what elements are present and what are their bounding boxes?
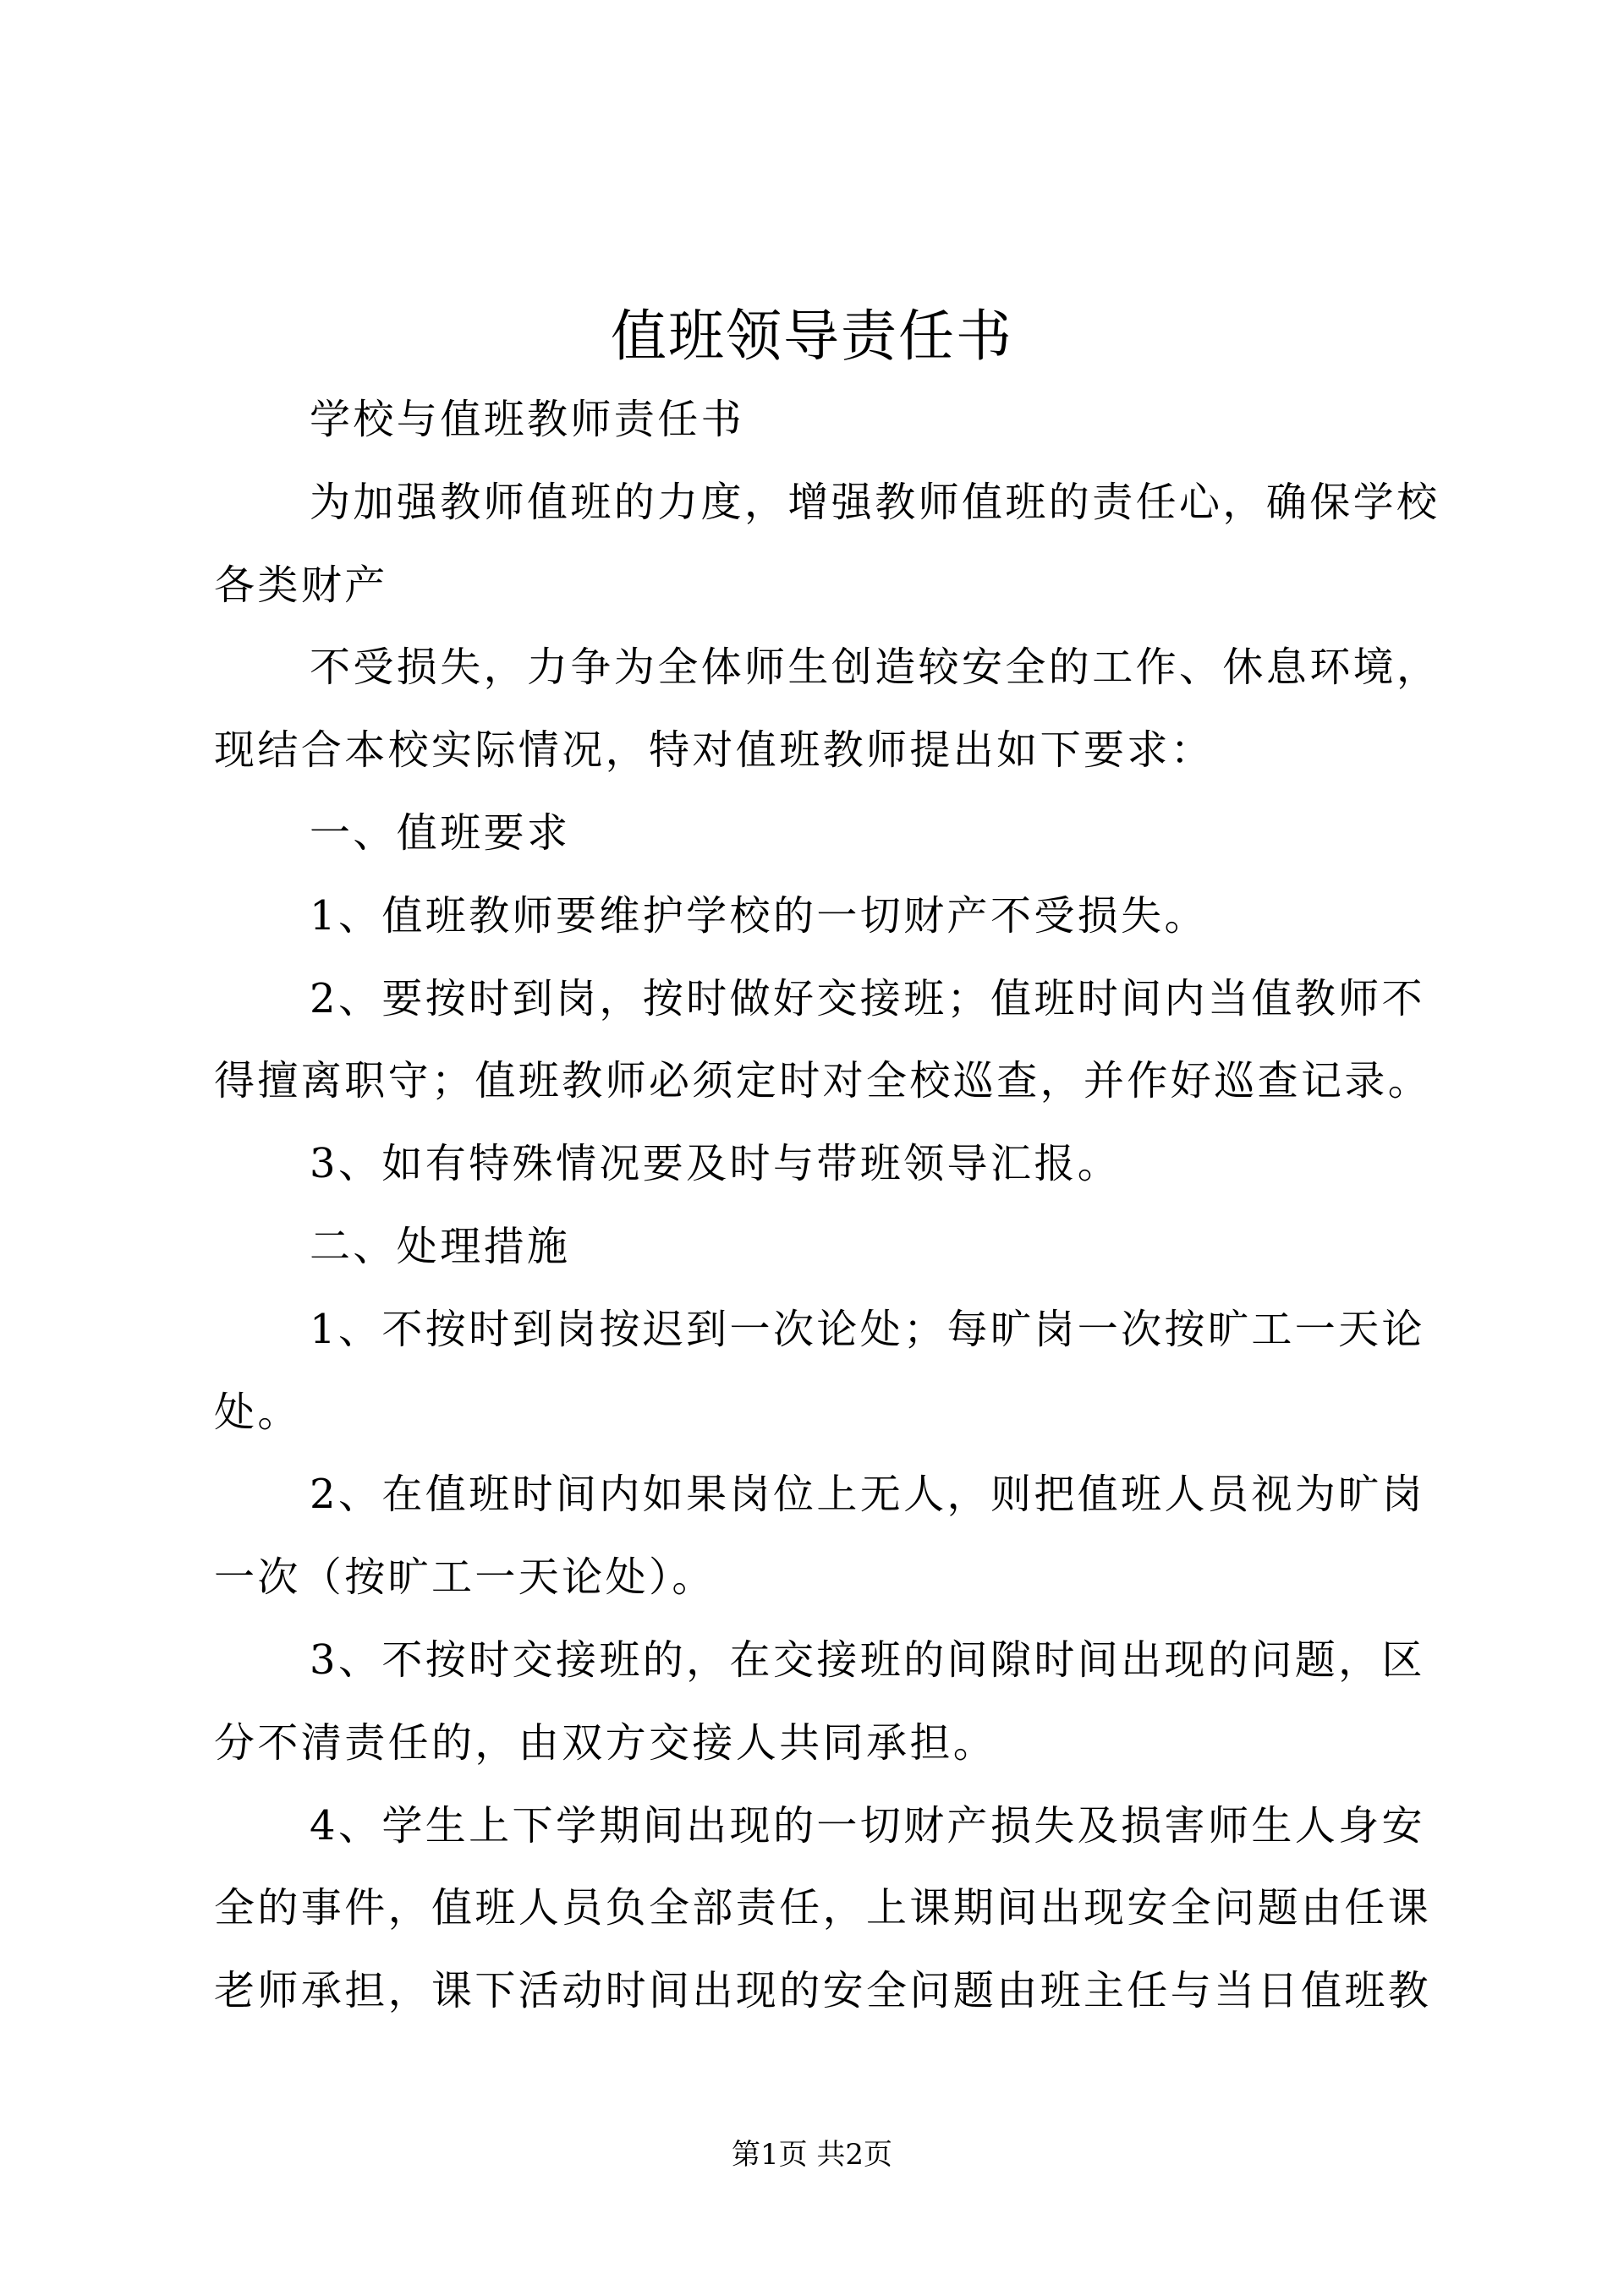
paragraph (214, 1785, 1440, 2033)
text-line: 得擅离职守；值班教师必须定时对全校巡查，并作好巡查记录。 (214, 1057, 1432, 1105)
text-line: 分不清责任的，由双方交接人共同承担。 (214, 1718, 997, 1767)
paragraph (214, 379, 1440, 462)
paragraph (214, 1206, 1440, 1289)
document-title: 值班领导责任书 (611, 304, 1013, 369)
text-line: 为加强教师值班的力度，增强教师值班的责任心，确保学校 (310, 478, 1440, 526)
text-line: 各类财产 (214, 561, 388, 609)
paragraph (214, 462, 1440, 627)
paragraph (214, 1619, 1440, 1785)
text-line: 4、学生上下学期间出现的一切财产损失及损害师生人身安 (310, 1801, 1425, 1849)
paragraph (214, 1123, 1440, 1206)
text-line: 不受损失，力争为全体师生创造较安全的工作、休息环境， (310, 644, 1440, 692)
text-line: 2、在值班时间内如果岗位上无人，则把值班人员视为旷岗 (310, 1471, 1425, 1519)
text-line: 2、要按时到岗，按时做好交接班；值班时间内当值教师不 (310, 974, 1425, 1022)
paragraph (214, 1454, 1440, 1619)
text-line: 学校与值班教师责任书 (310, 396, 745, 443)
paragraph (214, 875, 1440, 958)
text-line: 老师承担，课下活动时间出现的安全问题由班主任与当日值班教 (214, 1967, 1432, 2015)
paragraph (214, 958, 1440, 1124)
document-body (214, 379, 1440, 2033)
text-line: 1、不按时到岗按迟到一次论处；每旷岗一次按旷工一天论 (310, 1305, 1425, 1353)
text-line: 一次（按旷工一天论处）。 (214, 1553, 716, 1602)
text-line: 一、值班要求 (310, 808, 571, 857)
text-line: 现结合本校实际情况，特对值班教师提出如下要求： (214, 726, 1215, 775)
paragraph (214, 1289, 1440, 1455)
paragraph (214, 627, 1440, 792)
paragraph (214, 792, 1440, 875)
text-line: 二、处理措施 (310, 1222, 571, 1270)
text-line: 处。 (214, 1388, 301, 1436)
text-line: 3、如有特殊情况要及时与带班领导汇报。 (310, 1140, 1122, 1188)
text-line: 1、值班教师要维护学校的一切财产不受损失。 (310, 891, 1208, 940)
page-footer: 第1页 共2页 (731, 2138, 893, 2172)
text-line: 全的事件，值班人员负全部责任，上课期间出现安全问题由任课 (214, 1884, 1432, 1932)
text-line: 3、不按时交接班的，在交接班的间隙时间出现的问题，区 (310, 1636, 1425, 1684)
